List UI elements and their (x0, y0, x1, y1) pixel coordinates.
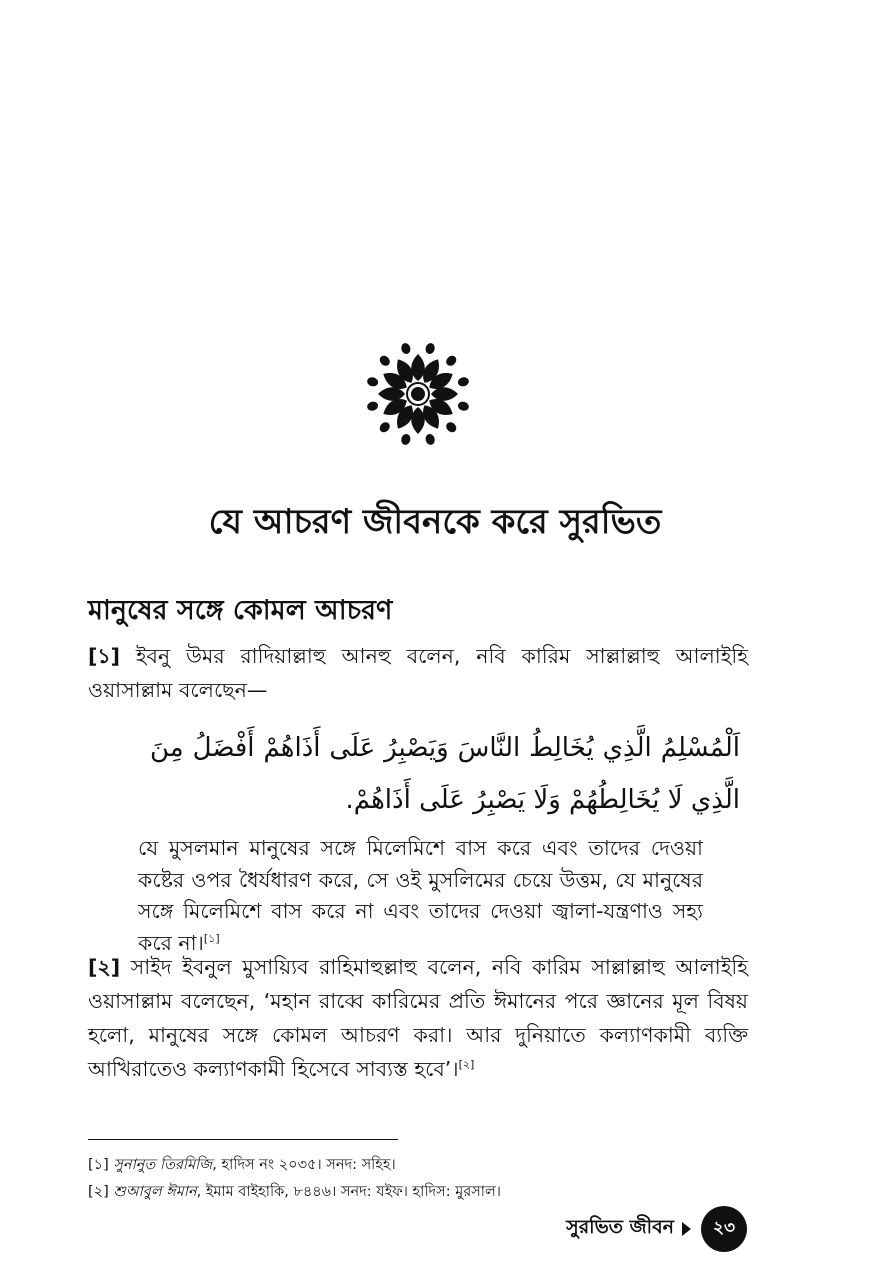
footnote-2-source: শুআবুল ঈমান (113, 1184, 197, 1200)
hadith-text-1: ইবনু উমর রাদিয়াল্লাহু আনহু বলেন, নবি কারিম সাল্লাল্লাহু আলাইহি ওয়াসাল্লাম বলেছেন— (88, 644, 748, 702)
footnote-2 (88, 1179, 501, 1206)
rosette-petal (411, 354, 425, 381)
footnote-ref-1[interactable]: [১] (203, 931, 220, 945)
flower-rosette-icon (362, 340, 474, 448)
rosette-dot (400, 433, 412, 446)
rosette-petal (411, 407, 425, 434)
rosette-dot (378, 420, 392, 434)
hadith-translation (138, 833, 703, 959)
footnote-1 (88, 1152, 501, 1179)
rosette-dot (400, 342, 412, 355)
footnotes (88, 1152, 501, 1206)
footnote-2-number: [২] (88, 1184, 109, 1200)
hadith-number-1: [১] (88, 644, 121, 668)
rosette-dot (424, 433, 436, 446)
hadith-text-2: সাইদ ইবনুল মুসায়্যিব রাহিমাহুল্লাহু বলেন, নবি কারিম সাল্লাল্লাহু আলাইহি ওয়াসাল্লাম বলেছেন, ‘মহান রাব্বে কারিমের প্রতি ঈমানের পরে জ্ঞানের মূল বিষয় হলো, মানুষের সঙ্গে কোমল আচরণ করা। আর দুনিয়াতে কল্যাণকামী ব্যক্তি আখিরাতেও কল্যাণকামী হিসেবে সাব্যস্ত হবে’। (88, 955, 748, 1081)
footnote-divider (88, 1139, 398, 1140)
rosette-dot (366, 400, 379, 412)
hadith-paragraph-1 (88, 639, 748, 707)
footer-book-title: সুরভিত জীবন (566, 1216, 674, 1238)
rosette-dot (444, 420, 458, 434)
footnote-ref-2[interactable]: [২] (458, 1058, 475, 1072)
footnote-2-details: , ইমাম বাইহাকি, ৮৪৪৬। সনদ: যইফ। হাদিস: মুরসাল। (196, 1184, 501, 1200)
footnote-1-source: সুনানুত তিরমিজি (113, 1157, 213, 1173)
triangle-right-icon (682, 1222, 691, 1236)
page-footer (566, 1207, 747, 1251)
hadith-number-2: [২] (88, 955, 121, 979)
arabic-hadith-text: اَلْمُسْلِمُ الَّذِي يُخَالِطُ النَّاسَ وَيَصْبِرُ عَلَى أَذَاهُمْ أَفْضَلُ مِنَ الَّذِي لَا يُخَالِطُهُمْ وَلَا يَصْبِرُ عَلَى أَذَاهُمْ. (150, 733, 740, 815)
footnote-1-details: , হাদিস নং ২০৩৫। সনদ: সহিহ। (212, 1157, 396, 1173)
rosette-dot (424, 342, 436, 355)
rosette-petal (378, 387, 405, 401)
rosette-dot (378, 354, 392, 368)
rosette-petal (431, 387, 458, 401)
rosette-dot (457, 400, 470, 412)
page-number: ২৩ (701, 1206, 747, 1252)
footnote-1-number: [১] (88, 1157, 109, 1173)
section-heading: মানুষের সঙ্গে কোমল আচরণ (88, 595, 393, 626)
page-title: যে আচরণ জীবনকে করে সুরভিত (208, 502, 662, 542)
rosette-dot (457, 376, 470, 388)
rosette-dot (444, 354, 458, 368)
rosette-center (411, 387, 425, 401)
hadith-paragraph-2 (88, 950, 748, 1086)
rosette-dot (366, 376, 379, 388)
translation-text: যে মুসলমান মানুষের সঙ্গে মিলেমিশে বাস করে এবং তাদের দেওয়া কষ্টের ওপর ধৈর্যধারণ করে, সে ওই মুসলিমের চেয়ে উত্তম, যে মানুষের সঙ্গে মিলেমিশে বাস করে না এবং তাদের দেওয়া জ্বালা-যন্ত্রণাও সহ্য করে না। (138, 836, 703, 955)
